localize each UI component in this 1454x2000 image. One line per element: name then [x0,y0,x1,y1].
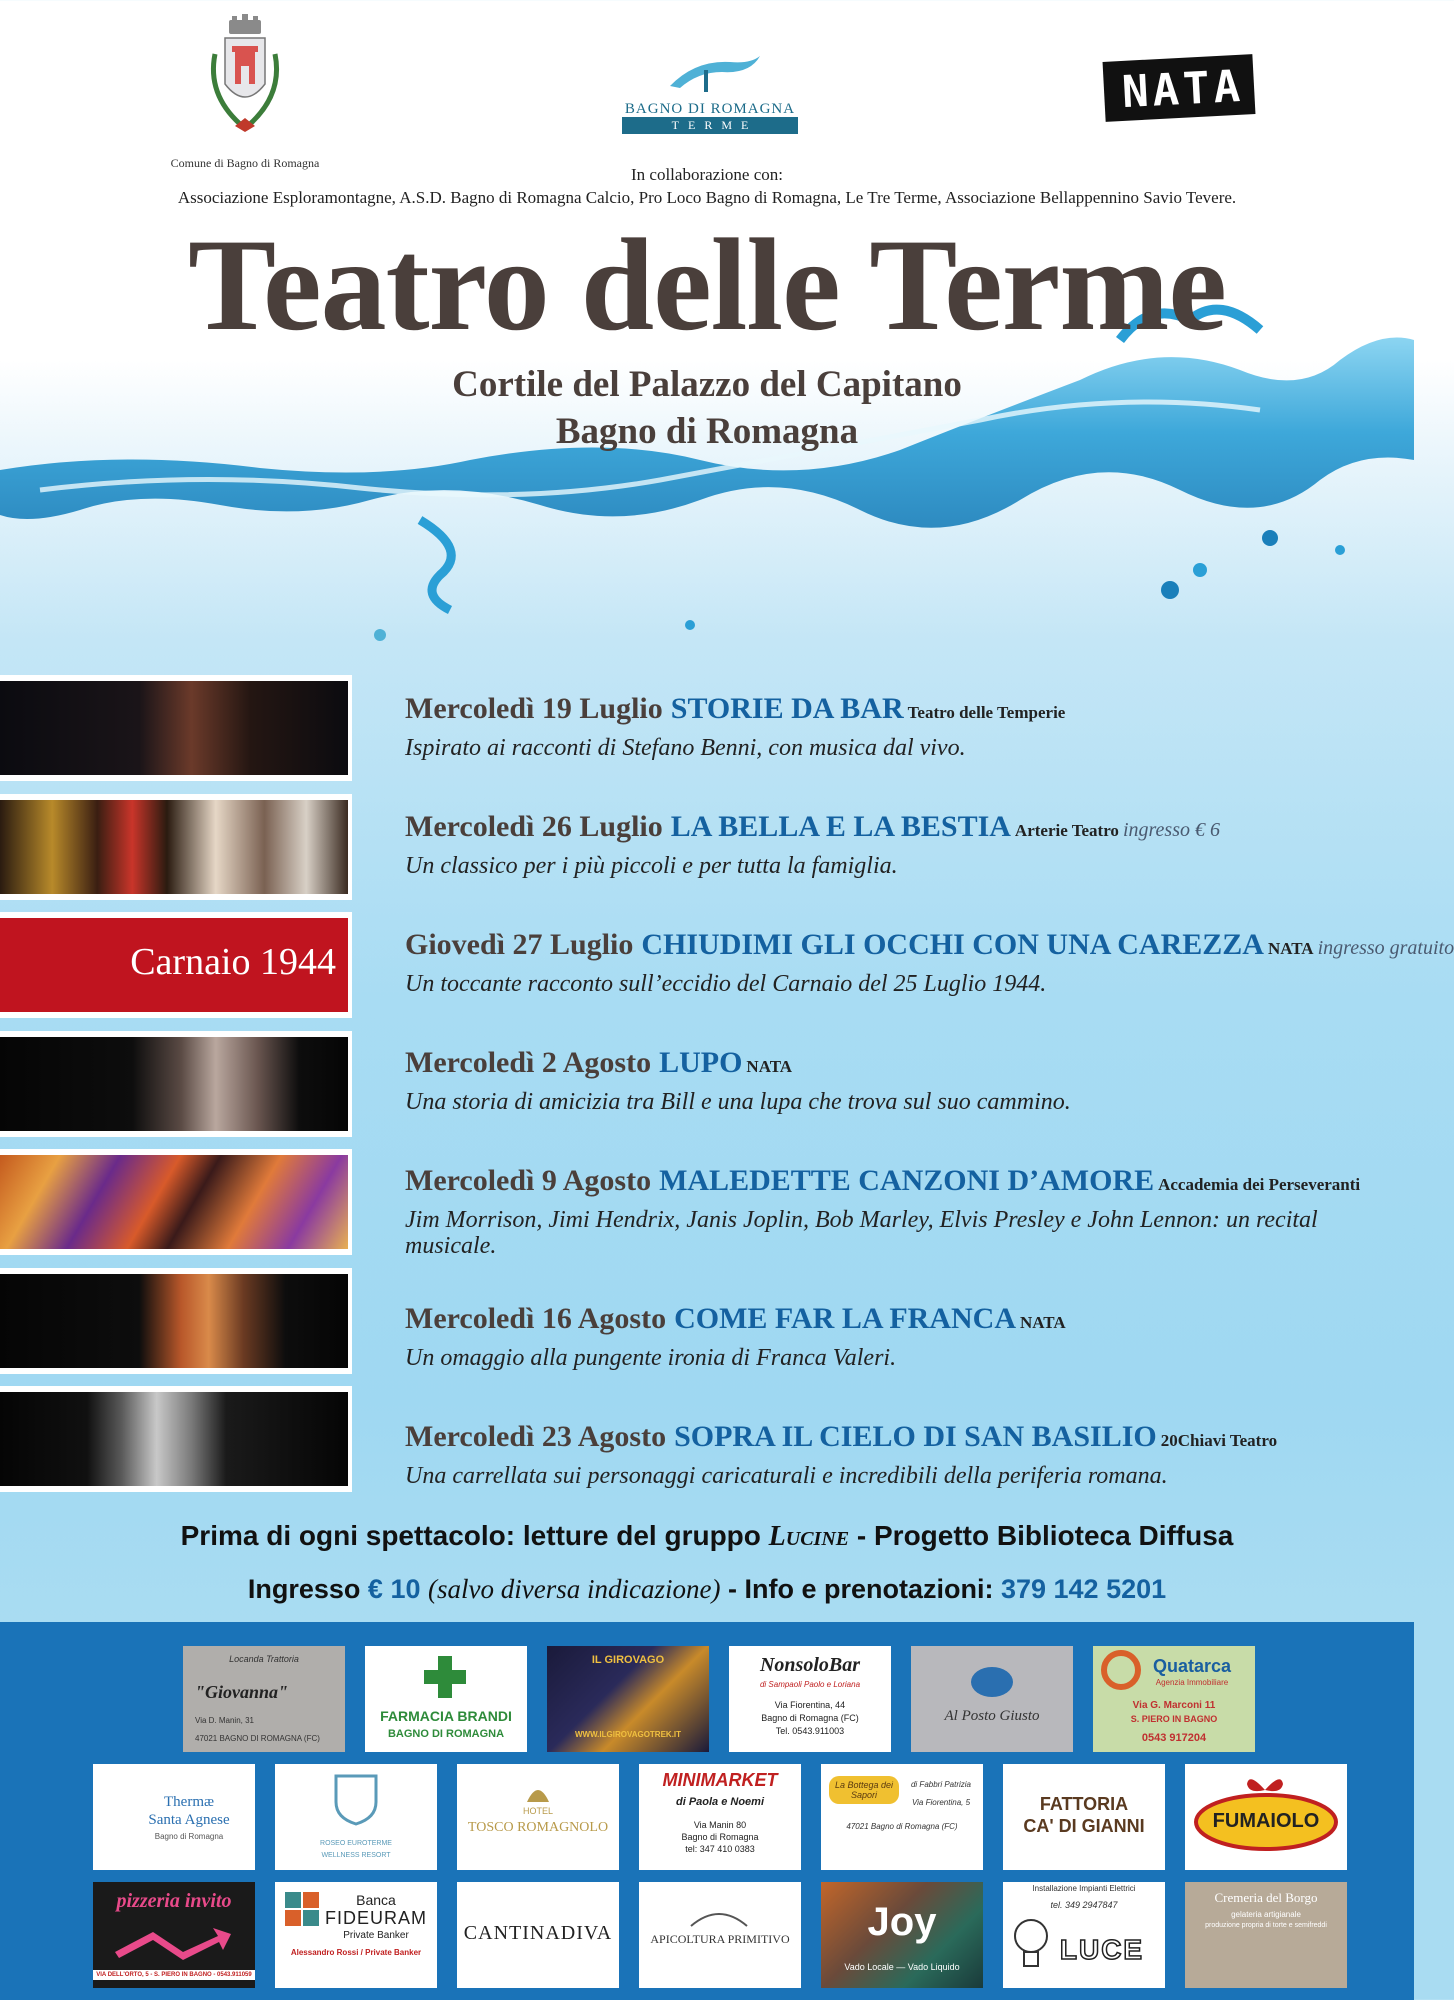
sponsor-text: Via G. Marconi 11 [1132,1700,1216,1711]
event-description: Un classico per i più piccoli e per tutta la famiglia. [405,853,898,879]
readings-project: - Progetto Biblioteca Diffusa [856,1520,1234,1551]
ingresso-note: (salvo diversa indicazione) [428,1574,721,1604]
sponsor-text: CA' DI GIANNI [1023,1816,1145,1836]
event-photo-2 [0,794,352,900]
ingresso-price: € 10 [367,1574,421,1604]
sponsor-alpostogiusto [911,1646,1073,1752]
sponsor-therme [93,1764,255,1870]
sponsor-text: Banca [356,1892,396,1908]
event-photo-1 [0,675,352,781]
terme-logo [610,52,810,134]
singer-photo [0,1155,348,1249]
info-phone: 379 142 5201 [1000,1574,1167,1604]
ingresso-label: Ingresso [247,1574,361,1604]
event-description: Una storia di amicizia tra Bill e una lupa che trova sul suo cammino. [405,1089,1071,1115]
sponsor-name: NonsoloBar [759,1654,861,1676]
event-5 [405,1162,1405,1259]
event-description: Un toccante racconto sull’eccidio del Carnaio del 25 Luglio 1944. [405,971,1047,997]
event-date: Mercoledì 2 Agosto [405,1046,652,1079]
carnaio-label: Carnaio 1944 [130,941,336,983]
collaboration-list: Associazione Esploramontagne, A.S.D. Bagno di Romagna Calcio, Pro Loco Bagno di Romagna, Le Tre Terme, Associazione Bellappennino Savio Tevere. [177,188,1237,207]
event-company: NATA [1020,1313,1066,1332]
sponsor-name: FARMACIA BRANDI [380,1708,512,1724]
nata-logo-text: NATA [1120,60,1246,119]
actor-photo [0,1392,348,1486]
sponsor-text: WELLNESS RESORT [321,1852,391,1859]
event-1 [405,690,1405,761]
event-date: Mercoledì 26 Luglio [405,810,663,843]
event-6 [405,1300,1405,1371]
sponsor-text: VIA DELL'ORTO, 5 - S. PIERO IN BAGNO - 0543.911059 [93,1970,255,1980]
sponsor-text: di Paola e Noemi [675,1796,765,1808]
sponsor-name: TOSCO ROMAGNOLO [467,1820,609,1835]
sponsor-text: Private Banker [343,1930,409,1941]
sponsor-apicoltura [639,1882,801,1988]
town-subtitle: Bagno di Romagna [555,411,859,452]
event-3 [405,926,1454,997]
sponsor-text: produzione propria di torte e semifreddi [1205,1922,1327,1929]
readings-text: Prima di ogni spettacolo: letture del gruppo [180,1520,761,1551]
alpostogiusto-logo-icon [969,1664,1015,1700]
event-description: Una carrellata sui personaggi caricaturali e incredibili della periferia romana. [405,1463,1168,1489]
sponsor-text: tel. 349 2947847 [1050,1900,1118,1910]
event-7 [405,1418,1405,1489]
sponsor-luce [1003,1882,1165,1988]
stage-photo [0,800,348,894]
event-show-title: LUPO [659,1046,743,1079]
sponsor-name: Cremeria del Borgo [1214,1890,1318,1905]
sponsor-tosco [457,1764,619,1870]
actor-photo [0,681,348,775]
sponsor-text: Alessandro Rossi / Private Banker [290,1948,422,1957]
event-description: Un omaggio alla pungente ironia di Franca Valeri. [405,1345,897,1371]
event-show-title: CHIUDIMI GLI OCCHI CON UNA CAREZZA [641,928,1264,961]
sponsor-text: S. PIERO IN BAGNO [1130,1714,1218,1724]
event-company: NATA [746,1057,793,1076]
sponsor-text: BAGNO DI ROMAGNA [387,1728,505,1740]
event-2 [405,808,1405,879]
event-date: Mercoledì 19 Luglio [405,692,663,725]
event-show-title: STORIE DA BAR [670,692,904,725]
event-photo-7 [0,1386,352,1492]
event-date: Mercoledì 9 Agosto [405,1164,652,1197]
event-company: Accademia dei Perseveranti [1158,1175,1361,1194]
event-company: Arterie Teatro [1014,821,1119,840]
arrow-icon [113,1922,233,1962]
event-date: Mercoledì 16 Agosto [405,1302,667,1335]
sponsor-text: HOTEL [522,1806,553,1816]
actor-photo [0,1274,348,1368]
sponsor-text: Via Fiorentina, 5 [911,1798,971,1807]
comune-logo [150,14,340,171]
sponsor-name: Al Posto Giusto [944,1708,1040,1724]
sponsor-name: Thermæ [164,1794,214,1810]
sponsor-text: Via Manin 80 [693,1820,747,1830]
collaboration-title: In collaborazione con: [631,165,783,184]
sponsor-name: LUCE [1059,1934,1145,1965]
sponsor-name: FIDEURAM [325,1908,427,1928]
bee-icon [689,1908,749,1930]
sponsor-giovanna [183,1646,345,1752]
event-date: Giovedì 27 Luglio [405,928,634,961]
sponsor-fumaiolo [1185,1764,1347,1870]
tosco-logo-icon [525,1782,551,1804]
event-show-title: LA BELLA E LA BESTIA [670,810,1011,843]
sponsor-text: Bagno di Romagna [681,1832,759,1842]
event-photo-4 [0,1031,352,1137]
sponsor-text: di Sampaoli Paolo e Loriana [759,1680,861,1689]
actor-photo [0,1037,348,1131]
sponsor-fideuram [275,1882,437,1988]
ticket-info [0,1574,1414,1605]
event-show-title: MALEDETTE CANZONI D’AMORE [659,1164,1155,1197]
roseo-crest-icon [330,1770,382,1826]
sponsor-quatarca [1093,1646,1255,1752]
nata-logo [1098,46,1268,126]
event-price: ingresso gratuito [1317,937,1454,959]
sponsor-pizzeria [93,1882,255,1988]
carnaio-banner [0,918,348,1012]
sponsor-text: Installazione Impianti Elettrici [1032,1884,1136,1893]
sponsor-text: tel: 347 410 0383 [685,1844,755,1854]
sponsor-text: 47021 BAGNO DI ROMAGNA (FC) [195,1734,320,1743]
event-price: ingresso € 6 [1122,819,1220,841]
sponsor-name: FATTORIA [1039,1794,1129,1814]
event-photo-3 [0,912,352,1018]
sponsor-text: Bagno di Romagna [154,1832,224,1841]
event-show-title: COME FAR LA FRANCA [674,1302,1017,1335]
coat-of-arms-icon [195,14,295,152]
sponsor-minimarket [639,1764,801,1870]
sponsor-cremeria [1185,1882,1347,1988]
readings-group-name: Lucine [768,1521,850,1552]
pharmacy-cross-icon [420,1652,470,1702]
sponsor-text: Via D. Manin, 31 [195,1716,254,1725]
sponsor-text: gelateria artigianale [1231,1910,1301,1919]
info-label: - Info e prenotazioni: [727,1574,994,1604]
sponsor-farmacia [365,1646,527,1752]
sponsor-roseo [275,1764,437,1870]
event-company: 20Chiavi Teatro [1160,1431,1278,1450]
sponsor-name: Joy [867,1900,937,1944]
terme-subtitle: TERME [622,117,798,134]
event-date: Mercoledì 23 Agosto [405,1420,667,1453]
sponsor-name: La Bottega dei Sapori [829,1776,899,1804]
event-photo-5 [0,1149,352,1255]
sponsor-text: Tel. 0543.911003 [775,1726,845,1736]
sponsor-text: Locanda Trattoria [229,1654,299,1664]
event-show-title: SOPRA IL CIELO DI SAN BASILIO [674,1420,1157,1453]
sponsor-bottega [821,1764,983,1870]
event-4 [405,1044,1405,1115]
sponsor-text: Vado Locale — Vado Liquido [844,1962,960,1972]
sponsor-fattoria [1003,1764,1165,1870]
sponsor-name: Quatarca [1152,1656,1232,1676]
event-photo-6 [0,1268,352,1374]
sponsor-text: di Fabbri Patrizia [910,1780,972,1789]
sponsor-text: Santa Agnese [148,1812,230,1828]
venue-subtitle: Cortile del Palazzo del Capitano [452,364,962,405]
sponsor-text: 0543 917204 [1141,1732,1207,1744]
sponsor-joy [821,1882,983,1988]
sponsor-text: 47021 Bagno di Romagna (FC) [846,1822,958,1831]
page-title: Teatro delle Terme [188,211,1226,358]
sponsor-name: "Giovanna" [195,1682,288,1702]
sponsor-text: Bagno di Romagna (FC) [761,1713,859,1723]
sponsor-girovago [547,1646,709,1752]
sponsor-name: IL GIROVAGO [591,1654,665,1666]
sponsor-nonsolobar [729,1646,891,1752]
sponsor-name: pizzeria invito [116,1890,232,1912]
terme-name: BAGNO DI ROMAGNA [624,101,796,117]
sponsor-name: CANTINADIVA [463,1922,613,1944]
sponsor-name: APICOLTURA PRIMITIVO [650,1932,790,1946]
sponsor-text: Via Fiorentina, 44 [774,1700,846,1710]
wave-icon [650,52,770,96]
event-description: Ispirato ai racconti di Stefano Benni, con musica dal vivo. [405,735,966,761]
sponsor-text: WWW.ILGIROVAGOTREK.IT [574,1730,682,1739]
sponsor-text: Agenzia Immobiliare [1155,1678,1229,1687]
sponsor-cantina [457,1882,619,1988]
sponsor-name: ROSEO EUROTERME [320,1840,392,1847]
event-description: Jim Morrison, Jimi Hendrix, Janis Joplin, Bob Marley, Elvis Presley e John Lennon: un recital musicale. [405,1207,1318,1259]
sponsor-name: FUMAIOLO [1212,1810,1320,1832]
butterfly-icon [1245,1770,1285,1796]
readings-notice [0,1520,1414,1553]
sponsor-name: MINIMARKET [662,1770,778,1790]
event-company: NATA [1267,939,1314,958]
comune-caption: Comune di Bagno di Romagna [170,156,320,170]
event-company: Teatro delle Temperie [907,703,1066,722]
